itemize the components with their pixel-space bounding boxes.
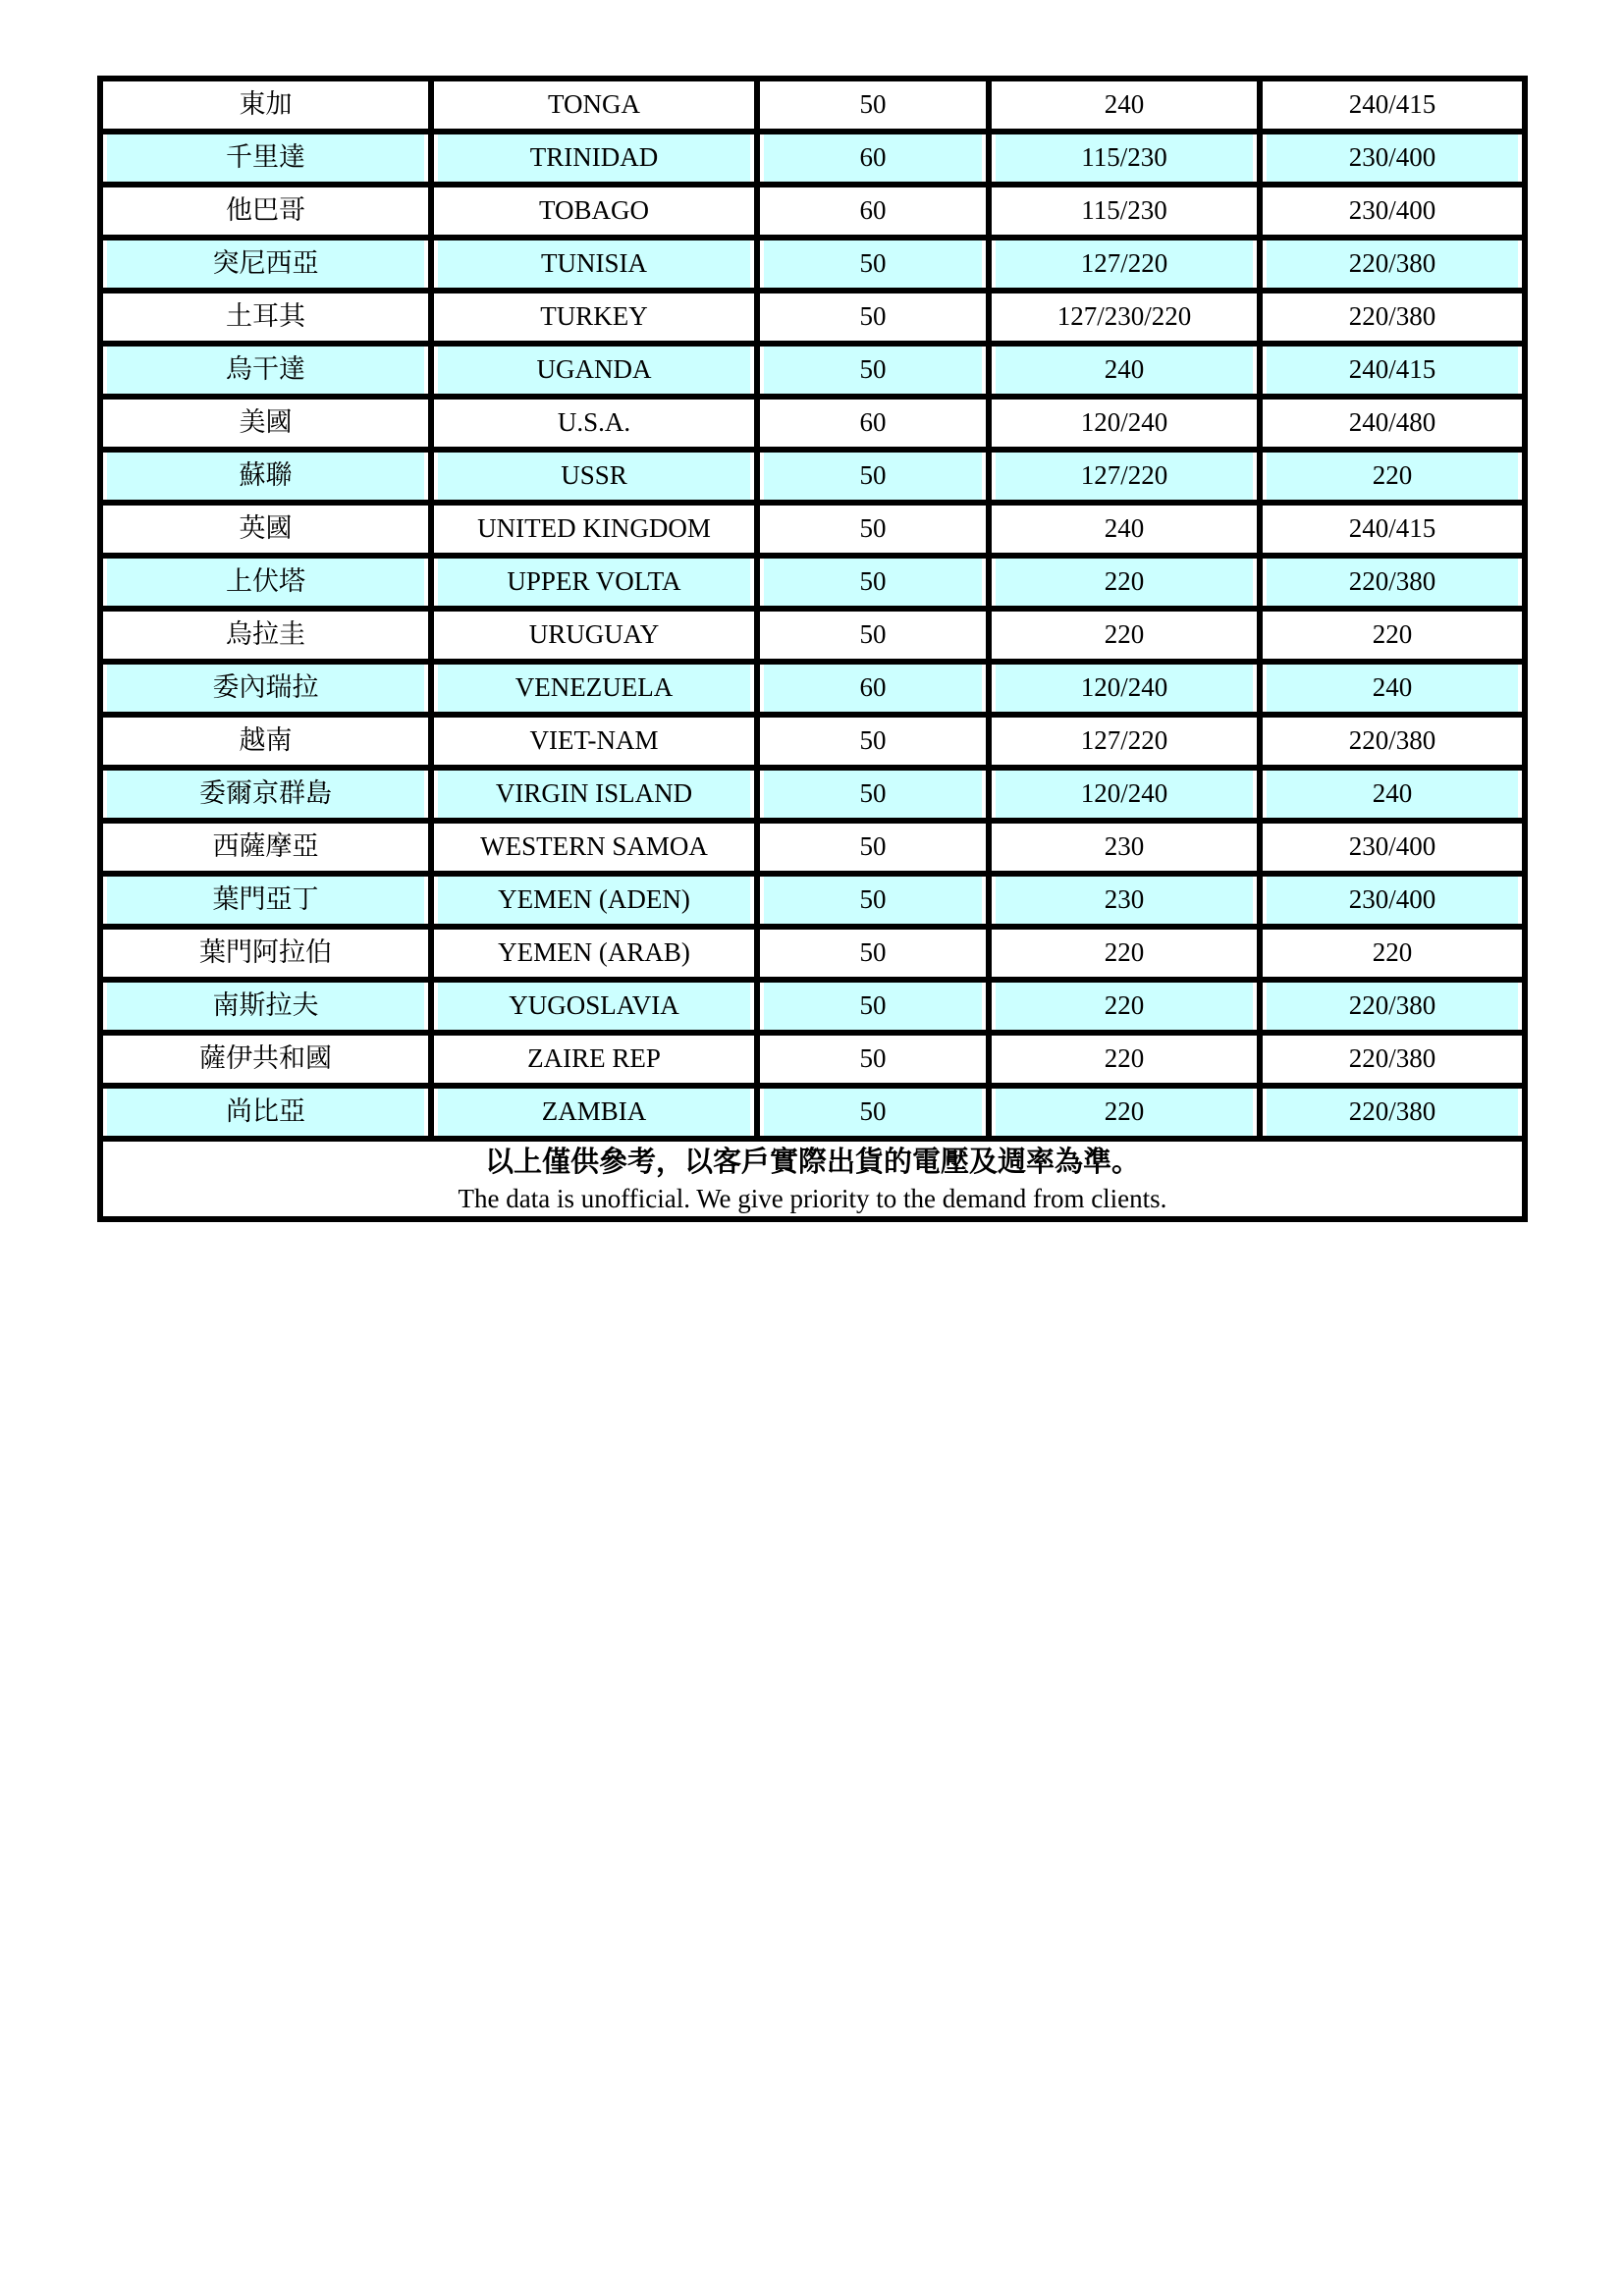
cell-frequency: 60: [757, 132, 989, 185]
cell-chinese-name: 烏干達: [100, 344, 431, 397]
cell-english-name: WESTERN SAMOA: [431, 821, 757, 874]
table-row: [100, 1033, 1525, 1086]
cell-chinese-name: 烏拉圭: [100, 609, 431, 662]
cell-frequency: 50: [757, 980, 989, 1033]
cell-english-name: TUNISIA: [431, 238, 757, 291]
cell-chinese-name: 突尼西亞: [100, 238, 431, 291]
cell-voltage: 230: [989, 821, 1260, 874]
voltage-frequency-table: [97, 76, 1528, 1222]
table-row: [100, 980, 1525, 1033]
cell-voltage-distribution: 220/380: [1260, 556, 1525, 609]
cell-voltage-distribution: 230/400: [1260, 185, 1525, 238]
cell-frequency: 50: [757, 1033, 989, 1086]
table-row: [100, 556, 1525, 609]
cell-voltage-distribution: 220/380: [1260, 238, 1525, 291]
cell-chinese-name: 土耳其: [100, 291, 431, 344]
table-row: [100, 344, 1525, 397]
cell-chinese-name: 葉門阿拉伯: [100, 927, 431, 980]
cell-chinese-name: 他巴哥: [100, 185, 431, 238]
cell-voltage-distribution: 230/400: [1260, 821, 1525, 874]
table-row: [100, 662, 1525, 715]
cell-voltage-distribution: 240: [1260, 662, 1525, 715]
cell-frequency: 50: [757, 291, 989, 344]
table-row: [100, 609, 1525, 662]
cell-english-name: YUGOSLAVIA: [431, 980, 757, 1033]
cell-voltage: 220: [989, 1086, 1260, 1139]
cell-english-name: TURKEY: [431, 291, 757, 344]
table-row: [100, 821, 1525, 874]
footer-note-chinese: 以上僅供參考，以客戶實際出貨的電壓及週率為準。: [484, 1146, 1140, 1178]
cell-english-name: UNITED KINGDOM: [431, 503, 757, 556]
cell-voltage-distribution: 220: [1260, 609, 1525, 662]
cell-voltage: 120/240: [989, 768, 1260, 821]
cell-english-name: ZAMBIA: [431, 1086, 757, 1139]
table-row: [100, 79, 1525, 132]
cell-english-name: UGANDA: [431, 344, 757, 397]
cell-voltage: 220: [989, 1033, 1260, 1086]
cell-frequency: 50: [757, 609, 989, 662]
cell-voltage-distribution: 220/380: [1260, 291, 1525, 344]
cell-voltage: 127/220: [989, 238, 1260, 291]
cell-voltage-distribution: 240: [1260, 768, 1525, 821]
cell-chinese-name: 千里達: [100, 132, 431, 185]
cell-voltage: 120/240: [989, 662, 1260, 715]
cell-chinese-name: 薩伊共和國: [100, 1033, 431, 1086]
table-row: [100, 715, 1525, 768]
cell-english-name: ZAIRE REP: [431, 1033, 757, 1086]
footer-note-english: The data is unofficial. We give priority to the demand from clients.: [458, 1183, 1167, 1213]
cell-voltage: 115/230: [989, 132, 1260, 185]
cell-chinese-name: 上伏塔: [100, 556, 431, 609]
cell-chinese-name: 葉門亞丁: [100, 874, 431, 927]
cell-voltage-distribution: 240/415: [1260, 344, 1525, 397]
cell-frequency: 50: [757, 238, 989, 291]
cell-voltage-distribution: 220/380: [1260, 1033, 1525, 1086]
cell-chinese-name: 英國: [100, 503, 431, 556]
cell-voltage-distribution: 220/380: [1260, 1086, 1525, 1139]
cell-frequency: 50: [757, 715, 989, 768]
cell-english-name: U.S.A.: [431, 397, 757, 450]
table-row: [100, 185, 1525, 238]
cell-english-name: YEMEN (ARAB): [431, 927, 757, 980]
cell-voltage: 230: [989, 874, 1260, 927]
cell-chinese-name: 南斯拉夫: [100, 980, 431, 1033]
cell-chinese-name: 委爾京群島: [100, 768, 431, 821]
cell-voltage-distribution: 240/480: [1260, 397, 1525, 450]
cell-english-name: URUGUAY: [431, 609, 757, 662]
cell-frequency: 60: [757, 185, 989, 238]
cell-voltage-distribution: 220/380: [1260, 715, 1525, 768]
cell-chinese-name: 西薩摩亞: [100, 821, 431, 874]
cell-frequency: 60: [757, 662, 989, 715]
cell-voltage-distribution: 240/415: [1260, 79, 1525, 132]
table-row: [100, 1086, 1525, 1139]
cell-voltage: 240: [989, 503, 1260, 556]
cell-frequency: 50: [757, 768, 989, 821]
cell-english-name: TONGA: [431, 79, 757, 132]
cell-voltage-distribution: 230/400: [1260, 132, 1525, 185]
cell-voltage-distribution: 220: [1260, 927, 1525, 980]
cell-frequency: 50: [757, 927, 989, 980]
cell-frequency: 50: [757, 503, 989, 556]
cell-chinese-name: 東加: [100, 79, 431, 132]
cell-voltage-distribution: 220: [1260, 450, 1525, 503]
cell-english-name: VIET-NAM: [431, 715, 757, 768]
table-row: [100, 397, 1525, 450]
table-row: [100, 450, 1525, 503]
cell-chinese-name: 美國: [100, 397, 431, 450]
cell-chinese-name: 越南: [100, 715, 431, 768]
cell-frequency: 50: [757, 450, 989, 503]
cell-frequency: 50: [757, 821, 989, 874]
footer-note-cell: [100, 1139, 1525, 1219]
cell-chinese-name: 尚比亞: [100, 1086, 431, 1139]
table-row: [100, 132, 1525, 185]
cell-frequency: 50: [757, 1086, 989, 1139]
table-row: [100, 768, 1525, 821]
cell-voltage: 220: [989, 980, 1260, 1033]
cell-english-name: VENEZUELA: [431, 662, 757, 715]
cell-english-name: TOBAGO: [431, 185, 757, 238]
cell-voltage: 127/220: [989, 715, 1260, 768]
cell-english-name: TRINIDAD: [431, 132, 757, 185]
cell-voltage: 115/230: [989, 185, 1260, 238]
cell-frequency: 50: [757, 79, 989, 132]
cell-voltage: 220: [989, 927, 1260, 980]
cell-english-name: VIRGIN ISLAND: [431, 768, 757, 821]
cell-chinese-name: 委內瑞拉: [100, 662, 431, 715]
cell-voltage: 220: [989, 609, 1260, 662]
cell-english-name: UPPER VOLTA: [431, 556, 757, 609]
cell-english-name: YEMEN (ADEN): [431, 874, 757, 927]
table-row: [100, 927, 1525, 980]
table-row: [100, 503, 1525, 556]
cell-frequency: 50: [757, 556, 989, 609]
cell-voltage: 220: [989, 556, 1260, 609]
cell-voltage: 127/220: [989, 450, 1260, 503]
cell-voltage-distribution: 220/380: [1260, 980, 1525, 1033]
cell-voltage: 240: [989, 344, 1260, 397]
table-row: [100, 238, 1525, 291]
table-row: [100, 874, 1525, 927]
cell-voltage: 127/230/220: [989, 291, 1260, 344]
footer-note-row: [100, 1139, 1525, 1219]
cell-voltage: 240: [989, 79, 1260, 132]
cell-frequency: 60: [757, 397, 989, 450]
cell-voltage-distribution: 230/400: [1260, 874, 1525, 927]
cell-voltage-distribution: 240/415: [1260, 503, 1525, 556]
cell-english-name: USSR: [431, 450, 757, 503]
cell-voltage: 120/240: [989, 397, 1260, 450]
cell-frequency: 50: [757, 874, 989, 927]
table-row: [100, 291, 1525, 344]
cell-chinese-name: 蘇聯: [100, 450, 431, 503]
cell-frequency: 50: [757, 344, 989, 397]
